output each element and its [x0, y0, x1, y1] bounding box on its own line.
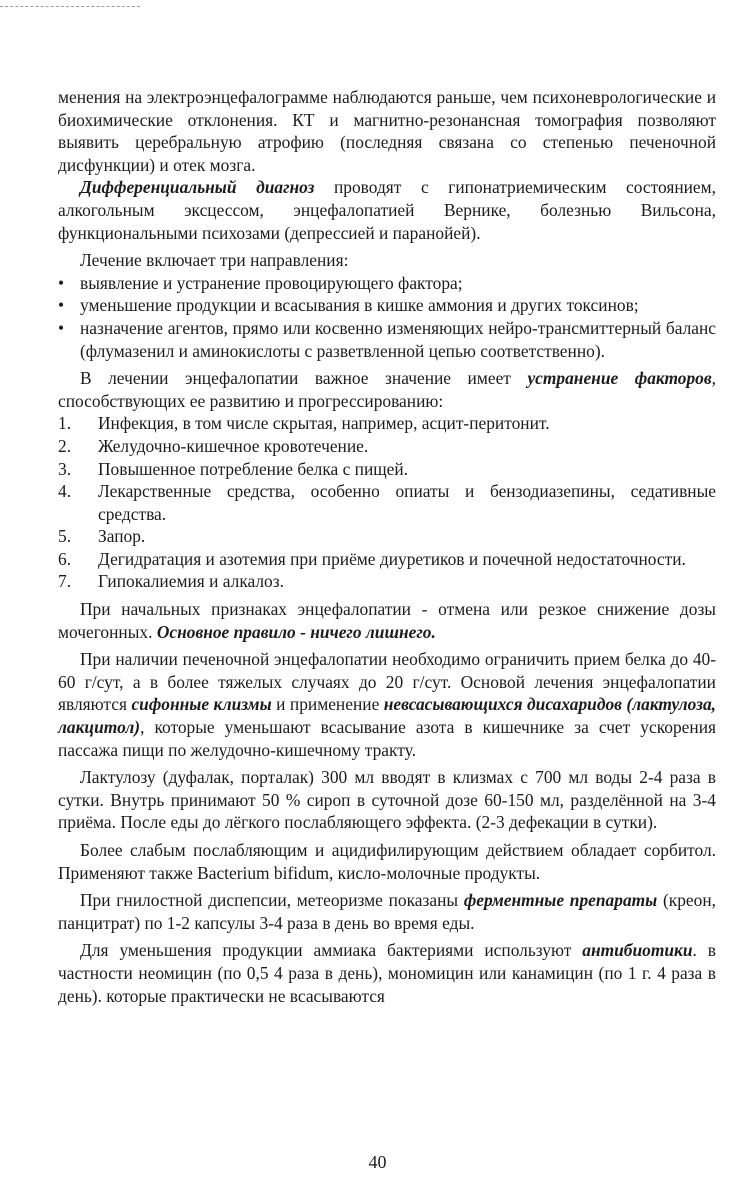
list-number: 7. — [58, 571, 72, 592]
list-item: 3. Повышенное потребление белка с пищей. — [58, 458, 409, 479]
list-number: 3. — [58, 458, 72, 479]
text-differential-diagnosis: проводят с гипонатриемическим состоянием, алкогольным эксцессом, энцефалопатией Вернике, болезнью Вильсона, функциональными психозами (депрессией и паранойей). — [58, 177, 716, 243]
top-rule — [0, 6, 140, 7]
list-item: 7. Гипокалиемия и алкалоз. — [58, 571, 284, 592]
list-item: • уменьшение продукции и всасывания в кишке аммония и других токсинов; — [58, 294, 716, 317]
paragraph-lactulose: Лактулозу (дуфалак, порталак) 300 мл вводят в клизмах с 700 мл воды 2-4 раза в сутки. Внутрь принимают 50 % сироп в суточной дозе 60-150 мл, разделённой на 3-4 приёма. После еды до лёгкого послабляющего эффекта. (2-3 дефекации в сутки). — [58, 767, 716, 833]
bullet-list-directions — [58, 272, 716, 362]
paragraph-treatment-directions: Лечение включает три направления: — [80, 250, 349, 271]
list-number: 2. — [58, 435, 72, 456]
emphasis-factors: устранение факторов — [527, 368, 712, 389]
paragraph-eeg-ct: менения на электроэнцефалограмме наблюдаются раньше, чем психоневрологические и биохимические отклонения. КТ и магнитно-резонансная томография позволяют выявить церебральную атрофию (последняя связана со степенью печеночной дисфункции) и отек мозга. — [58, 87, 716, 175]
list-item: 1. Инфекция, в том числе скрытая, например, асцит-перитонит. — [58, 413, 550, 434]
paragraph-protein-restriction: При наличии печеночной энцефалопатии необходимо ограничить прием белка до 40-60 г/сут, а в более тяжелых случаях до 20 г/сут. Основой лечения энцефалопатии являются сифонные клизмы и применение невсасывающихся дисахаридов (лактулоза, лакцитол), которые уменьшают всасывание азота в кишечнике за счет ускорения пассажа пищи по желудочно-кишечному тракту. — [58, 649, 716, 760]
paragraph-antibiotics: Для уменьшения продукции аммиака бактериями используют антибиотики. в частности неомицин (по 0,5 4 раза в день), мономицин или канамицин (по 1 г. 4 раза в день). которые практически не всасываются — [58, 940, 716, 1006]
emphasis-main-rule: Основное правило - ничего лишнего. — [156, 621, 436, 642]
list-item: 5. Запор. — [58, 526, 146, 547]
paragraph-diuretics: При начальных признаках энцефалопатии - отмена или резкое снижение дозы мочегонных. Основное правило - ничего лишнего. — [58, 599, 716, 642]
page-number: 40 — [368, 1152, 387, 1172]
page-body — [58, 86, 716, 1007]
list-number: 1. — [58, 413, 72, 434]
paragraph-enzymes: При гнилостной диспепсии, метеоризме показаны ферментные препараты (креон, панцитрат) по 1-2 капсулы 3-4 раза в день во время еды. — [58, 890, 716, 933]
paragraph-sorbitol: Более слабым послабляющим и ацидифилирующим действием обладает сорбитол. Применяют также Bacterium bifidum, кисло-молочные продукты. — [58, 840, 716, 883]
paragraph-factors-intro: В лечении энцефалопатии важное значение имеет устранение факторов, способствующих ее развитию и прогрессированию: — [58, 368, 716, 411]
list-item: • назначение агентов, прямо или косвенно изменяющих нейро-трансмиттерный баланс (флумазенил и аминокислоты с разветвленной цепью соответственно). — [58, 317, 716, 362]
emphasis-disaccharides: невсасывающихся дисахаридов (лактулоза, лакцитол) — [58, 694, 716, 738]
list-item: 2. Желудочно-кишечное кровотечение. — [58, 435, 369, 456]
paragraph-differential-diagnosis — [58, 176, 716, 244]
list-number: 4. — [58, 481, 72, 502]
list-item: • выявление и устранение провоцирующего фактора; — [58, 272, 716, 295]
numbered-list-factors — [58, 412, 716, 593]
list-item: 4. Лекарственные средства, особенно опиаты и бензодиазепины, седативные средства. — [58, 481, 716, 524]
list-number: 5. — [58, 526, 72, 547]
list-number: 6. — [58, 548, 72, 569]
emphasis-siphon-enemas: сифонные клизмы — [131, 694, 272, 715]
emphasis-antibiotics: антибиотики — [582, 940, 693, 961]
list-item: 6. Дегидратация и азотемия при приёме диуретиков и почечной недостаточности. — [58, 548, 686, 569]
emphasis-differential-diagnosis: Дифференциальный диагноз — [80, 177, 315, 198]
emphasis-enzyme-preparations: ферментные препараты — [463, 890, 658, 911]
